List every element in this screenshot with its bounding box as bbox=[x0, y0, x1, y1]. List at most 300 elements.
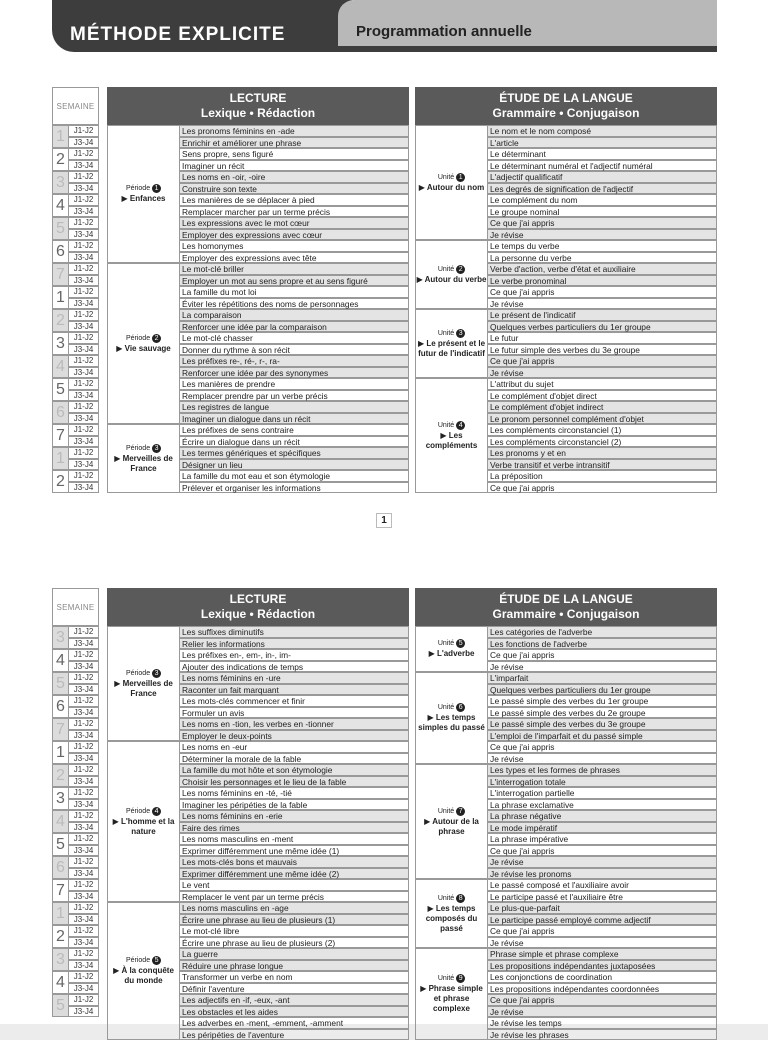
week-number: 7 bbox=[52, 718, 69, 741]
day-range: J1-J2 bbox=[69, 217, 99, 229]
langue-row: L'emploi de l'imparfait et du passé simple bbox=[488, 730, 717, 742]
lecture-row: Employer des expressions avec tête bbox=[180, 252, 409, 264]
day-range: J1-J2 bbox=[69, 626, 99, 638]
period-number-badge: 2 bbox=[152, 334, 161, 343]
day-range: J1-J2 bbox=[69, 994, 99, 1006]
lecture-row: Remplacer prendre par un verbe précis bbox=[180, 390, 409, 402]
langue-row: Je révise bbox=[488, 856, 717, 868]
day-range: J3-J4 bbox=[69, 707, 99, 719]
unit-label bbox=[415, 948, 488, 1040]
week-cell bbox=[52, 971, 99, 994]
langue-row: Les fonctions de l'adverbe bbox=[488, 638, 717, 650]
week-number: 7 bbox=[52, 424, 69, 447]
langue-row: Le présent de l'indicatif bbox=[488, 309, 717, 321]
week-number: 1 bbox=[52, 741, 69, 764]
day-range: J3-J4 bbox=[69, 891, 99, 903]
langue-row: L'article bbox=[488, 137, 717, 149]
lecture-row: Employer le deux-points bbox=[180, 730, 409, 742]
period-word: Période 5 bbox=[126, 956, 161, 966]
langue-row: Ce que j'ai appris bbox=[488, 925, 717, 937]
unit-label bbox=[415, 764, 488, 879]
lecture-row: Remplacer marcher par un terme précis bbox=[180, 206, 409, 218]
period-number-badge: 3 bbox=[152, 444, 161, 453]
langue-row: Le nom et le nom composé bbox=[488, 125, 717, 137]
week-number: 4 bbox=[52, 810, 69, 833]
langue-row: Le passé simple des verbes du 3e groupe bbox=[488, 718, 717, 730]
day-range: J3-J4 bbox=[69, 753, 99, 765]
lecture-row: Réduire une phrase longue bbox=[180, 960, 409, 972]
lecture-row: Éviter les répétitions des noms de personnages bbox=[180, 298, 409, 310]
langue-subtitle: Grammaire • Conjugaison bbox=[415, 106, 717, 121]
lecture-row: La guerre bbox=[180, 948, 409, 960]
langue-row: Quelques verbes particuliers du 1er groupe bbox=[488, 684, 717, 696]
langue-row: Le groupe nominal bbox=[488, 206, 717, 218]
day-range: J1-J2 bbox=[69, 833, 99, 845]
unit-number-badge: 4 bbox=[456, 421, 465, 430]
week-cell bbox=[52, 879, 99, 902]
unit-word: Unité 3 bbox=[438, 329, 465, 339]
lecture-row: La famille du mot eau et son étymologie bbox=[180, 470, 409, 482]
week-cell bbox=[52, 764, 99, 787]
week-cell bbox=[52, 171, 99, 194]
header-divider bbox=[338, 46, 717, 52]
langue-row: Les propositions indépendantes coordonnées bbox=[488, 983, 717, 995]
day-range: J1-J2 bbox=[69, 194, 99, 206]
day-range: J1-J2 bbox=[69, 741, 99, 753]
langue-row: Ce que j'ai appris bbox=[488, 355, 717, 367]
day-range: J1-J2 bbox=[69, 171, 99, 183]
langue-row: La phrase impérative bbox=[488, 833, 717, 845]
lecture-row: Transformer un verbe en nom bbox=[180, 971, 409, 983]
day-range: J3-J4 bbox=[69, 413, 99, 425]
week-number: 5 bbox=[52, 217, 69, 240]
week-cell bbox=[52, 741, 99, 764]
day-range: J3-J4 bbox=[69, 206, 99, 218]
week-number: 6 bbox=[52, 401, 69, 424]
lecture-header bbox=[107, 87, 409, 125]
lecture-row: Les obstacles et les aides bbox=[180, 1006, 409, 1018]
week-cell bbox=[52, 378, 99, 401]
week-cell bbox=[52, 125, 99, 148]
week-number: 1 bbox=[52, 125, 69, 148]
period-label bbox=[107, 263, 180, 424]
day-range: J1-J2 bbox=[69, 971, 99, 983]
lecture-subtitle: Lexique • Rédaction bbox=[107, 106, 409, 121]
lecture-row: Imaginer un dialogue dans un récit bbox=[180, 413, 409, 425]
lecture-title: LECTURE bbox=[107, 592, 409, 607]
day-range: J3-J4 bbox=[69, 822, 99, 834]
langue-row: Le passé composé et l'auxiliaire avoir bbox=[488, 879, 717, 891]
week-cell bbox=[52, 217, 99, 240]
langue-row: Le déterminant bbox=[488, 148, 717, 160]
lecture-row: Écrire une phrase au lieu de plusieurs (2) bbox=[180, 937, 409, 949]
langue-row: Je révise bbox=[488, 661, 717, 673]
week-number: 4 bbox=[52, 194, 69, 217]
week-number: 6 bbox=[52, 240, 69, 263]
langue-row: Les conjonctions de coordination bbox=[488, 971, 717, 983]
day-range: J1-J2 bbox=[69, 856, 99, 868]
unit-label bbox=[415, 125, 488, 240]
langue-row: Ce que j'ai appris bbox=[488, 286, 717, 298]
semaine-header: SEMAINE bbox=[52, 588, 99, 626]
week-cell bbox=[52, 309, 99, 332]
unit-word: Unité 2 bbox=[438, 265, 465, 275]
langue-row: Je révise les pronoms bbox=[488, 868, 717, 880]
period-title: ▶ Merveilles de France bbox=[108, 454, 179, 474]
period-label bbox=[107, 741, 180, 902]
week-number: 4 bbox=[52, 649, 69, 672]
week-cell bbox=[52, 401, 99, 424]
unit-label bbox=[415, 309, 488, 378]
week-number: 3 bbox=[52, 948, 69, 971]
week-cell bbox=[52, 810, 99, 833]
unit-title: ▶ Les temps simples du passé bbox=[416, 713, 487, 733]
day-range: J3-J4 bbox=[69, 321, 99, 333]
week-cell bbox=[52, 994, 99, 1017]
day-range: J1-J2 bbox=[69, 470, 99, 482]
langue-row: Je révise bbox=[488, 229, 717, 241]
week-cell bbox=[52, 695, 99, 718]
day-range: J3-J4 bbox=[69, 960, 99, 972]
lecture-row: Les mots-clés bons et mauvais bbox=[180, 856, 409, 868]
langue-row: Ce que j'ai appris bbox=[488, 649, 717, 661]
lecture-row: Les pronoms féminins en -ade bbox=[180, 125, 409, 137]
period-title: ▶ Merveilles de France bbox=[108, 679, 179, 699]
week-number: 3 bbox=[52, 171, 69, 194]
unit-label bbox=[415, 240, 488, 309]
lecture-row: Les noms en -eur bbox=[180, 741, 409, 753]
lecture-row: Enrichir et améliorer une phrase bbox=[180, 137, 409, 149]
period-number-badge: 1 bbox=[152, 184, 161, 193]
week-number: 5 bbox=[52, 672, 69, 695]
lecture-row: Faire des rimes bbox=[180, 822, 409, 834]
langue-row: Verbe d'action, verbe d'état et auxiliaire bbox=[488, 263, 717, 275]
week-cell bbox=[52, 286, 99, 309]
period-number-badge: 3 bbox=[152, 669, 161, 678]
week-cell bbox=[52, 626, 99, 649]
unit-label bbox=[415, 378, 488, 493]
lecture-row: Les noms féminins en -té, -tié bbox=[180, 787, 409, 799]
unit-title: ▶ Les compléments bbox=[416, 431, 487, 451]
langue-row: Les types et les formes de phrases bbox=[488, 764, 717, 776]
period-label bbox=[107, 626, 180, 741]
program-table-1 bbox=[52, 87, 717, 497]
unit-number-badge: 8 bbox=[456, 894, 465, 903]
langue-row: Ce que j'ai appris bbox=[488, 482, 717, 494]
unit-title: ▶ L'adverbe bbox=[429, 649, 475, 659]
day-range: J3-J4 bbox=[69, 275, 99, 287]
day-range: J3-J4 bbox=[69, 799, 99, 811]
day-range: J1-J2 bbox=[69, 810, 99, 822]
unit-number-badge: 1 bbox=[456, 173, 465, 182]
lecture-row: Les manières de prendre bbox=[180, 378, 409, 390]
langue-row: Le passé simple des verbes du 2e groupe bbox=[488, 707, 717, 719]
period-word: Période 1 bbox=[126, 184, 161, 194]
langue-row: Je révise les temps bbox=[488, 1017, 717, 1029]
day-range: J3-J4 bbox=[69, 776, 99, 788]
langue-row: Le pronom personnel complément d'objet bbox=[488, 413, 717, 425]
langue-row: Phrase simple et phrase complexe bbox=[488, 948, 717, 960]
period-number-badge: 5 bbox=[152, 956, 161, 965]
unit-label bbox=[415, 672, 488, 764]
langue-row: Les degrés de signification de l'adjectif bbox=[488, 183, 717, 195]
week-number: 6 bbox=[52, 695, 69, 718]
lecture-row: Ajouter des indications de temps bbox=[180, 661, 409, 673]
page-number: 1 bbox=[376, 513, 392, 528]
day-range: J1-J2 bbox=[69, 378, 99, 390]
lecture-row: Renforcer une idée par la comparaison bbox=[180, 321, 409, 333]
langue-row: Ce que j'ai appris bbox=[488, 994, 717, 1006]
period-label bbox=[107, 424, 180, 493]
langue-row: Le participe passé et l'auxiliaire être bbox=[488, 891, 717, 903]
unit-number-badge: 5 bbox=[456, 639, 465, 648]
lecture-row: Renforcer une idée par des synonymes bbox=[180, 367, 409, 379]
unit-number-badge: 7 bbox=[456, 807, 465, 816]
period-title: ▶ Enfances bbox=[122, 194, 166, 204]
langue-row: L'adjectif qualificatif bbox=[488, 171, 717, 183]
unit-title: ▶ Autour du verbe bbox=[417, 275, 487, 285]
page-header bbox=[52, 0, 717, 52]
day-range: J3-J4 bbox=[69, 390, 99, 402]
period-word: Période 4 bbox=[126, 807, 161, 817]
langue-row: L'interrogation partielle bbox=[488, 787, 717, 799]
langue-row: Les compléments circonstanciel (1) bbox=[488, 424, 717, 436]
period-title: ▶ L'homme et la nature bbox=[108, 817, 179, 837]
unit-label bbox=[415, 879, 488, 948]
day-range: J1-J2 bbox=[69, 672, 99, 684]
lecture-row: Donner du rythme à son récit bbox=[180, 344, 409, 356]
langue-row: Le temps du verbe bbox=[488, 240, 717, 252]
langue-row: Je révise bbox=[488, 753, 717, 765]
week-cell bbox=[52, 649, 99, 672]
unit-number-badge: 2 bbox=[456, 265, 465, 274]
lecture-row: Les mots-clés commencer et finir bbox=[180, 695, 409, 707]
langue-row: Les propositions indépendantes juxtaposées bbox=[488, 960, 717, 972]
lecture-row: Employer un mot au sens propre et au sens figuré bbox=[180, 275, 409, 287]
langue-title: ÉTUDE DE LA LANGUE bbox=[415, 91, 717, 106]
unit-title: ▶ Autour du nom bbox=[419, 183, 484, 193]
unit-word: Unité 9 bbox=[438, 974, 465, 984]
unit-title: ▶ Autour de la phrase bbox=[416, 817, 487, 837]
langue-row: Verbe transitif et verbe intransitif bbox=[488, 459, 717, 471]
week-cell bbox=[52, 787, 99, 810]
program-title: Programmation annuelle bbox=[356, 23, 532, 40]
lecture-row: Écrire une phrase au lieu de plusieurs (1) bbox=[180, 914, 409, 926]
day-range: J1-J2 bbox=[69, 925, 99, 937]
lecture-row: Les noms féminins en -ure bbox=[180, 672, 409, 684]
day-range: J3-J4 bbox=[69, 252, 99, 264]
lecture-row: Remplacer le vent par un terme précis bbox=[180, 891, 409, 903]
unit-word: Unité 4 bbox=[438, 421, 465, 431]
day-range: J1-J2 bbox=[69, 424, 99, 436]
day-range: J3-J4 bbox=[69, 914, 99, 926]
langue-row: Le déterminant numéral et l'adjectif numéral bbox=[488, 160, 717, 172]
week-number: 1 bbox=[52, 286, 69, 309]
langue-row: La personne du verbe bbox=[488, 252, 717, 264]
lecture-row: Les suffixes diminutifs bbox=[180, 626, 409, 638]
unit-label bbox=[415, 626, 488, 672]
langue-row: L'imparfait bbox=[488, 672, 717, 684]
day-range: J1-J2 bbox=[69, 263, 99, 275]
lecture-row: Définir l'aventure bbox=[180, 983, 409, 995]
week-cell bbox=[52, 672, 99, 695]
langue-row: Les pronoms y et en bbox=[488, 447, 717, 459]
day-range: J3-J4 bbox=[69, 1006, 99, 1018]
lecture-row: Exprimer différemment une même idée (1) bbox=[180, 845, 409, 857]
lecture-row: Exprimer différemment une même idée (2) bbox=[180, 868, 409, 880]
day-range: J3-J4 bbox=[69, 367, 99, 379]
week-cell bbox=[52, 355, 99, 378]
week-cell bbox=[52, 948, 99, 971]
unit-word: Unité 8 bbox=[438, 894, 465, 904]
unit-word: Unité 1 bbox=[438, 173, 465, 183]
day-range: J1-J2 bbox=[69, 879, 99, 891]
langue-row: Le participe passé employé comme adjectif bbox=[488, 914, 717, 926]
lecture-row: Les préfixes re-, ré-, r-, ra- bbox=[180, 355, 409, 367]
lecture-row: Les termes génériques et spécifiques bbox=[180, 447, 409, 459]
lecture-title: LECTURE bbox=[107, 91, 409, 106]
lecture-row: Les noms féminins en -erie bbox=[180, 810, 409, 822]
langue-row: Ce que j'ai appris bbox=[488, 217, 717, 229]
langue-row: Le passé simple des verbes du 1er groupe bbox=[488, 695, 717, 707]
lecture-row: Les noms en -oir, -oire bbox=[180, 171, 409, 183]
langue-row: Ce que j'ai appris bbox=[488, 845, 717, 857]
period-word: Période 3 bbox=[126, 669, 161, 679]
period-label bbox=[107, 125, 180, 263]
day-range: J3-J4 bbox=[69, 160, 99, 172]
week-number: 7 bbox=[52, 879, 69, 902]
day-range: J3-J4 bbox=[69, 229, 99, 241]
day-range: J3-J4 bbox=[69, 638, 99, 650]
week-cell bbox=[52, 902, 99, 925]
langue-row: Je révise bbox=[488, 298, 717, 310]
week-cell bbox=[52, 424, 99, 447]
week-number: 2 bbox=[52, 148, 69, 171]
day-range: J1-J2 bbox=[69, 148, 99, 160]
lecture-row: La famille du mot hôte et son étymologie bbox=[180, 764, 409, 776]
week-number: 5 bbox=[52, 833, 69, 856]
lecture-row: La famille du mot loi bbox=[180, 286, 409, 298]
lecture-row: Les noms masculins en -age bbox=[180, 902, 409, 914]
langue-subtitle: Grammaire • Conjugaison bbox=[415, 607, 717, 622]
lecture-subtitle: Lexique • Rédaction bbox=[107, 607, 409, 622]
week-number: 3 bbox=[52, 332, 69, 355]
langue-row: Le plus-que-parfait bbox=[488, 902, 717, 914]
langue-row: Le complément d'objet direct bbox=[488, 390, 717, 402]
day-range: J1-J2 bbox=[69, 240, 99, 252]
langue-row: L'interrogation totale bbox=[488, 776, 717, 788]
unit-title: ▶ Les temps composés du passé bbox=[416, 904, 487, 934]
week-number: 5 bbox=[52, 994, 69, 1017]
lecture-row: Employer des expressions avec cœur bbox=[180, 229, 409, 241]
day-range: J3-J4 bbox=[69, 684, 99, 696]
lecture-row: Construire son texte bbox=[180, 183, 409, 195]
week-number: 2 bbox=[52, 764, 69, 787]
program-table-2 bbox=[52, 588, 717, 1024]
period-word: Période 3 bbox=[126, 444, 161, 454]
unit-word: Unité 6 bbox=[438, 703, 465, 713]
day-range: J1-J2 bbox=[69, 309, 99, 321]
lecture-row: Formuler un avis bbox=[180, 707, 409, 719]
week-number: 4 bbox=[52, 355, 69, 378]
lecture-row: Prélever et organiser les informations bbox=[180, 482, 409, 494]
week-cell bbox=[52, 263, 99, 286]
langue-header bbox=[415, 87, 717, 125]
week-number: 5 bbox=[52, 378, 69, 401]
week-number: 6 bbox=[52, 856, 69, 879]
header-left-tab bbox=[52, 0, 352, 52]
period-title: ▶ Vie sauvage bbox=[116, 344, 170, 354]
lecture-row: Les registres de langue bbox=[180, 401, 409, 413]
langue-row: La préposition bbox=[488, 470, 717, 482]
week-number: 3 bbox=[52, 787, 69, 810]
header-right-tab bbox=[338, 0, 717, 46]
day-range: J1-J2 bbox=[69, 447, 99, 459]
unit-number-badge: 9 bbox=[456, 974, 465, 983]
langue-row: Le verbe pronominal bbox=[488, 275, 717, 287]
langue-row: Le complément d'objet indirect bbox=[488, 401, 717, 413]
week-cell bbox=[52, 240, 99, 263]
lecture-row: Imaginer un récit bbox=[180, 160, 409, 172]
week-cell bbox=[52, 447, 99, 470]
day-range: J3-J4 bbox=[69, 298, 99, 310]
unit-title: ▶ Le présent et le futur de l'indicatif bbox=[416, 339, 487, 359]
week-number: 7 bbox=[52, 263, 69, 286]
lecture-row: Désigner un lieu bbox=[180, 459, 409, 471]
day-range: J3-J4 bbox=[69, 137, 99, 149]
lecture-row: Les noms en -tion, les verbes en -tionner bbox=[180, 718, 409, 730]
day-range: J1-J2 bbox=[69, 649, 99, 661]
day-range: J1-J2 bbox=[69, 787, 99, 799]
lecture-row: Le mot-clé chasser bbox=[180, 332, 409, 344]
langue-row: Les catégories de l'adverbe bbox=[488, 626, 717, 638]
lecture-row: Le mot-clé briller bbox=[180, 263, 409, 275]
lecture-header bbox=[107, 588, 409, 626]
week-number: 2 bbox=[52, 925, 69, 948]
week-cell bbox=[52, 194, 99, 217]
day-range: J1-J2 bbox=[69, 332, 99, 344]
lecture-row: Les manières de se déplacer à pied bbox=[180, 194, 409, 206]
week-cell bbox=[52, 718, 99, 741]
method-title: MÉTHODE EXPLICITE bbox=[70, 24, 285, 46]
langue-row: Le complément du nom bbox=[488, 194, 717, 206]
lecture-row: Les adjectifs en -if, -eux, -ant bbox=[180, 994, 409, 1006]
langue-row: Le futur simple des verbes du 3e groupe bbox=[488, 344, 717, 356]
day-range: J3-J4 bbox=[69, 937, 99, 949]
day-range: J1-J2 bbox=[69, 286, 99, 298]
unit-word: Unité 7 bbox=[438, 807, 465, 817]
unit-number-badge: 3 bbox=[456, 329, 465, 338]
langue-row: Je révise bbox=[488, 367, 717, 379]
day-range: J3-J4 bbox=[69, 868, 99, 880]
lecture-row: Imaginer les péripéties de la fable bbox=[180, 799, 409, 811]
day-range: J3-J4 bbox=[69, 344, 99, 356]
week-number: 1 bbox=[52, 902, 69, 925]
day-range: J3-J4 bbox=[69, 183, 99, 195]
langue-header bbox=[415, 588, 717, 626]
lecture-row: Relier les informations bbox=[180, 638, 409, 650]
day-range: J1-J2 bbox=[69, 401, 99, 413]
day-range: J3-J4 bbox=[69, 845, 99, 857]
week-number: 3 bbox=[52, 626, 69, 649]
langue-row: Le futur bbox=[488, 332, 717, 344]
day-range: J1-J2 bbox=[69, 695, 99, 707]
langue-row: Je révise bbox=[488, 937, 717, 949]
lecture-row: Le mot-clé libre bbox=[180, 925, 409, 937]
langue-row: Le mode impératif bbox=[488, 822, 717, 834]
lecture-row: La comparaison bbox=[180, 309, 409, 321]
week-cell bbox=[52, 470, 99, 493]
